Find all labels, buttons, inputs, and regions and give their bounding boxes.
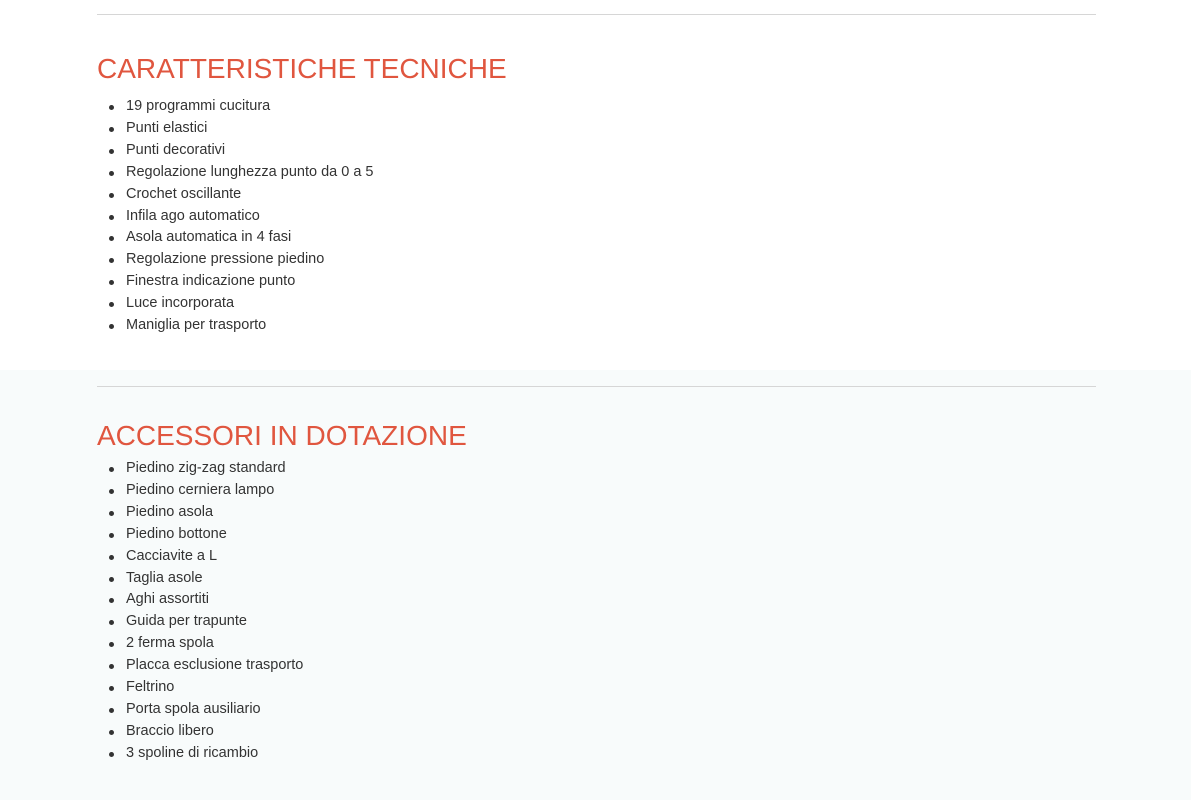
list-item: Piedino asola — [126, 502, 303, 524]
technical-specs-section — [0, 0, 1191, 370]
section-divider — [97, 386, 1096, 387]
list-item: Cacciavite a L — [126, 546, 303, 568]
list-item: Infila ago automatico — [126, 206, 374, 228]
included-accessories-list — [97, 458, 303, 765]
included-accessories-section — [0, 370, 1191, 800]
list-item: Maniglia per trasporto — [126, 315, 374, 337]
list-item: 2 ferma spola — [126, 633, 303, 655]
list-item: Taglia asole — [126, 568, 303, 590]
technical-specs-list — [97, 96, 374, 337]
list-item: Regolazione pressione piedino — [126, 249, 374, 271]
list-item: 3 spoline di ricambio — [126, 743, 303, 765]
list-item: Luce incorporata — [126, 293, 374, 315]
list-item: Piedino bottone — [126, 524, 303, 546]
list-item: Crochet oscillante — [126, 184, 374, 206]
list-item: Aghi assortiti — [126, 589, 303, 611]
list-item: 19 programmi cucitura — [126, 96, 374, 118]
list-item: Braccio libero — [126, 721, 303, 743]
list-item: Punti decorativi — [126, 140, 374, 162]
technical-specs-heading: CARATTERISTICHE TECNICHE — [97, 53, 507, 84]
list-item: Piedino zig-zag standard — [126, 458, 303, 480]
list-item: Finestra indicazione punto — [126, 271, 374, 293]
list-item: Feltrino — [126, 677, 303, 699]
list-item: Porta spola ausiliario — [126, 699, 303, 721]
list-item: Regolazione lunghezza punto da 0 a 5 — [126, 162, 374, 184]
list-item: Asola automatica in 4 fasi — [126, 227, 374, 249]
top-divider — [97, 14, 1096, 15]
list-item: Guida per trapunte — [126, 611, 303, 633]
list-item: Piedino cerniera lampo — [126, 480, 303, 502]
list-item: Placca esclusione trasporto — [126, 655, 303, 677]
list-item: Punti elastici — [126, 118, 374, 140]
included-accessories-heading: ACCESSORI IN DOTAZIONE — [97, 420, 467, 451]
